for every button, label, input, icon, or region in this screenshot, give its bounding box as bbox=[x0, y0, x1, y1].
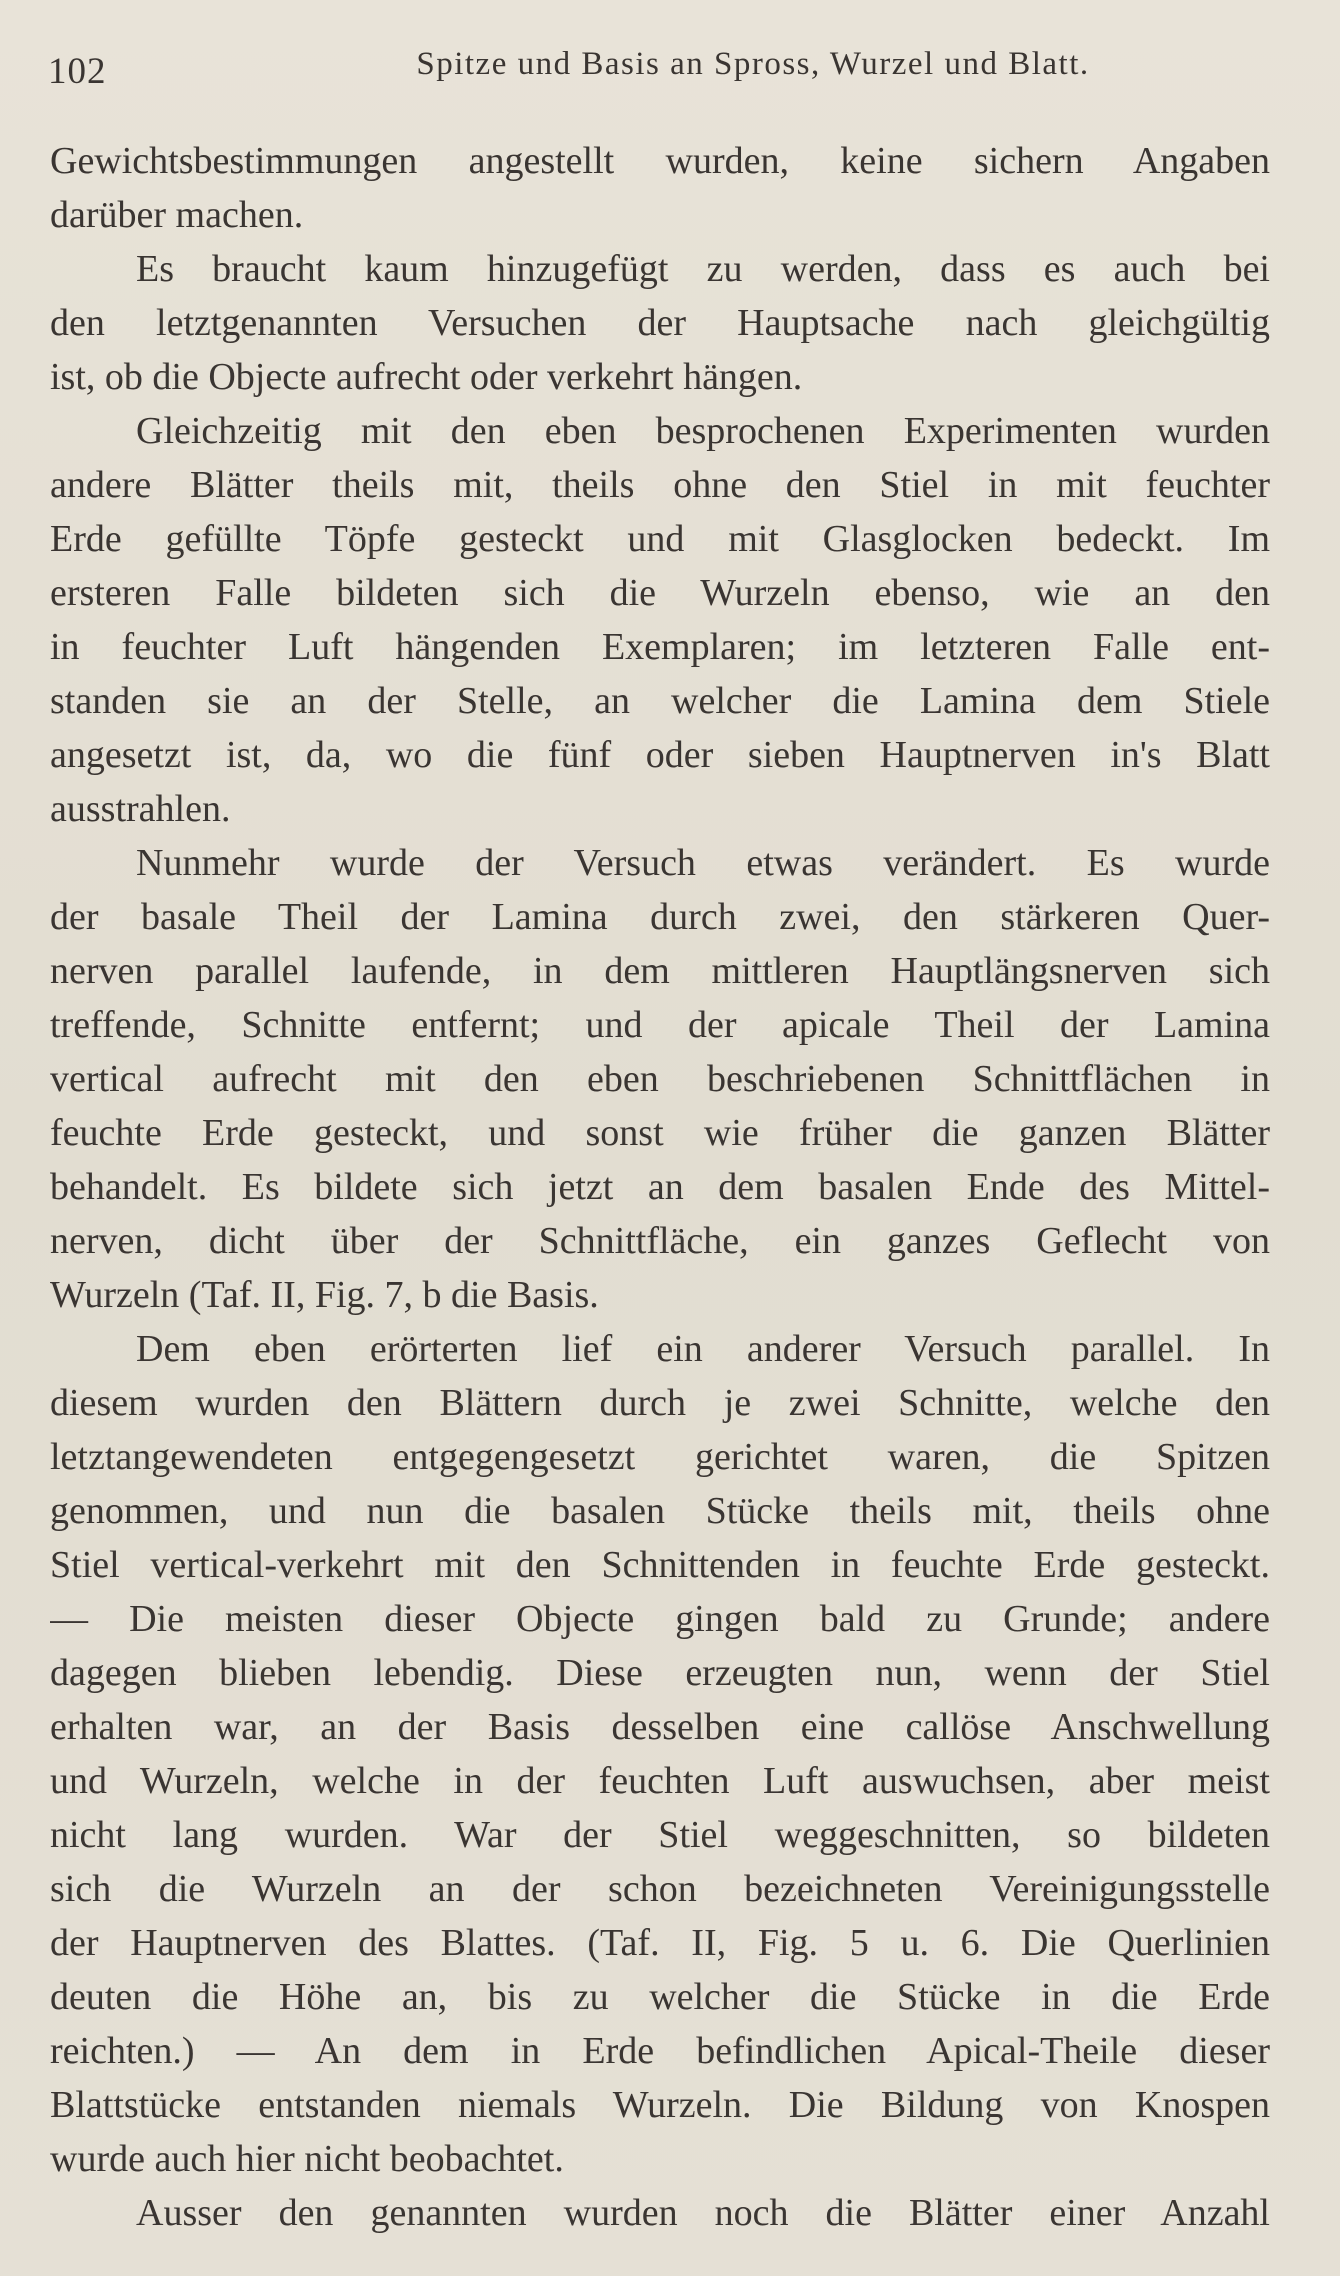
text-line: in feuchter Luft hängenden Exemplaren; im letzteren Falle ent- bbox=[50, 626, 1270, 668]
text-line: darüber machen. bbox=[50, 194, 304, 236]
text-line: der Hauptnerven des Blattes. (Taf. II, Fig. 5 u. 6. Die Querlinien bbox=[50, 1922, 1270, 1964]
text-line: standen sie an der Stelle, an welcher die Lamina dem Stiele bbox=[50, 680, 1270, 722]
text-line: angesetzt ist, da, wo die fünf oder sieben Hauptnerven in's Blatt bbox=[50, 734, 1270, 776]
text-line: Nunmehr wurde der Versuch etwas verändert. Es wurde bbox=[136, 842, 1270, 884]
text-line: ausstrahlen. bbox=[50, 788, 231, 830]
text-line: behandelt. Es bildete sich jetzt an dem basalen Ende des Mittel- bbox=[50, 1166, 1270, 1208]
running-head bbox=[48, 44, 1292, 94]
text-line: Stiel vertical-verkehrt mit den Schnittenden in feuchte Erde gesteckt. bbox=[50, 1544, 1270, 1586]
text-line: Es braucht kaum hinzugefügt zu werden, dass es auch bei bbox=[136, 248, 1270, 290]
text-line: wurde auch hier nicht beobachtet. bbox=[50, 2138, 564, 2180]
text-line: Gewichtsbestimmungen angestellt wurden, keine sichern Angaben bbox=[50, 140, 1270, 182]
text-line: dagegen blieben lebendig. Diese erzeugten nun, wenn der Stiel bbox=[50, 1652, 1270, 1694]
text-line: nerven parallel laufende, in dem mittleren Hauptlängsnerven sich bbox=[50, 950, 1270, 992]
text-line: feuchte Erde gesteckt, und sonst wie früher die ganzen Blätter bbox=[50, 1112, 1270, 1154]
text-line: genommen, und nun die basalen Stücke theils mit, theils ohne bbox=[50, 1490, 1270, 1532]
text-line: der basale Theil der Lamina durch zwei, den stärkeren Quer- bbox=[50, 896, 1270, 938]
text-line: erhalten war, an der Basis desselben eine callöse Anschwellung bbox=[50, 1706, 1270, 1748]
text-line: Wurzeln (Taf. II, Fig. 7, b die Basis. bbox=[50, 1274, 599, 1316]
text-line: nicht lang wurden. War der Stiel weggeschnitten, so bildeten bbox=[50, 1814, 1270, 1856]
text-line: diesem wurden den Blättern durch je zwei Schnitte, welche den bbox=[50, 1382, 1270, 1424]
text-line: reichten.) — An dem in Erde befindlichen Apical-Theile dieser bbox=[50, 2030, 1270, 2072]
text-line: Erde gefüllte Töpfe gesteckt und mit Glasglocken bedeckt. Im bbox=[50, 518, 1270, 560]
text-line: vertical aufrecht mit den eben beschriebenen Schnittflächen in bbox=[50, 1058, 1270, 1100]
text-line: sich die Wurzeln an der schon bezeichneten Vereinigungsstelle bbox=[50, 1868, 1270, 1910]
text-line: Gleichzeitig mit den eben besprochenen Experimenten wurden bbox=[136, 410, 1270, 452]
text-line: — Die meisten dieser Objecte gingen bald zu Grunde; andere bbox=[50, 1598, 1270, 1640]
text-line: den letztgenannten Versuchen der Hauptsache nach gleichgültig bbox=[50, 302, 1270, 344]
text-line: ist, ob die Objecte aufrecht oder verkehrt hängen. bbox=[50, 356, 803, 398]
text-line: deuten die Höhe an, bis zu welcher die Stücke in die Erde bbox=[50, 1976, 1270, 2018]
text-line: und Wurzeln, welche in der feuchten Luft auswuchsen, aber meist bbox=[50, 1760, 1270, 1802]
text-line: nerven, dicht über der Schnittfläche, ein ganzes Geflecht von bbox=[50, 1220, 1270, 1262]
page-number: 102 bbox=[48, 51, 107, 92]
running-title: Spitze und Basis an Spross, Wurzel und Blatt. bbox=[416, 46, 1090, 82]
text-line: treffende, Schnitte entfernt; und der apicale Theil der Lamina bbox=[50, 1004, 1270, 1046]
text-line: ersteren Falle bildeten sich die Wurzeln ebenso, wie an den bbox=[50, 572, 1270, 614]
text-line: andere Blätter theils mit, theils ohne den Stiel in mit feuchter bbox=[50, 464, 1270, 506]
text-line: Ausser den genannten wurden noch die Blätter einer Anzahl bbox=[136, 2192, 1270, 2234]
text-line: Dem eben erörterten lief ein anderer Versuch parallel. In bbox=[136, 1328, 1270, 1370]
text-line: Blattstücke entstanden niemals Wurzeln. Die Bildung von Knospen bbox=[50, 2084, 1270, 2126]
text-line: letztangewendeten entgegengesetzt gerichtet waren, die Spitzen bbox=[50, 1436, 1270, 1478]
body-text bbox=[50, 134, 1270, 2240]
